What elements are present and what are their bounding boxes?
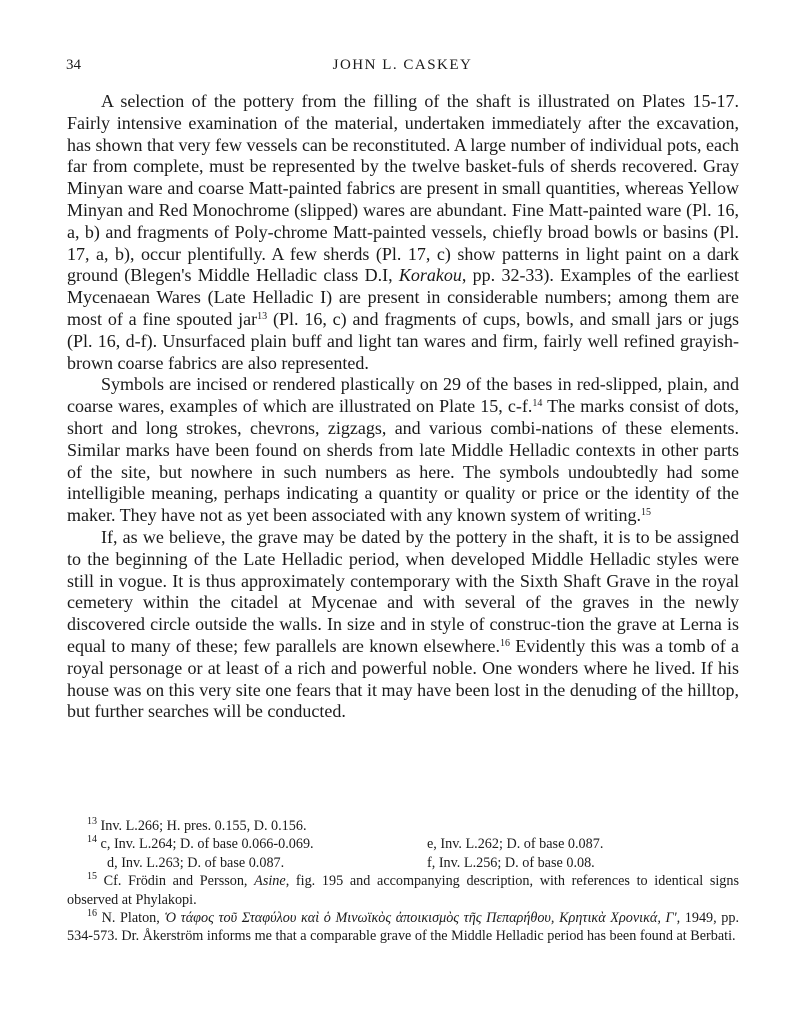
footnote-14-row-1	[67, 835, 739, 853]
footnote-ref-16: 16	[499, 637, 510, 649]
footnote-14-d: d, Inv. L.263; D. of base 0.087.	[107, 854, 285, 871]
paragraph-3: If, as we believe, the grave may be dated by the pottery in the shaft, it is to be assigned to the beginning of the Late Helladic period, when developed Middle Helladic styles were still in vogue. It is thus approximately contemporary with the Sixth Shaft Grave in the royal cemetery within the citadel at Mycenae and with several of the graves in the newly discovered circle outside the walls. In size and in style of construc-tion the grave at Lerna is equal to many of these; few parallels are known elsewhere.$^{16}$ Evidently this was a tomb of a royal personage or at least of a rich and powerful noble. One wonders where he lived. If his house was on this very site one fears that it may have been lost in the denuding of the hilltop, but further searches will be conducted.	[67, 526, 739, 722]
footnote-14-c: c, Inv. L.264; D. of base 0.066-0.069.	[97, 836, 314, 853]
running-head: JOHN L. CASKEY	[332, 57, 473, 73]
footnote-15: $^{15}$ Cf. Frödin and Persson, Asine, fig. 195 and accompanying description, with references to identical signs observed at Phylakopi.	[67, 871, 739, 908]
footnote-14-row-2	[67, 854, 739, 872]
footnote-ref-13: 13	[257, 310, 268, 322]
footnote-14-f: f, Inv. L.256; D. of base 0.08.	[427, 854, 595, 871]
page-number: 34	[66, 57, 81, 73]
footnote-14-number: 14	[87, 834, 97, 846]
italic-title-korakou: Korakou	[398, 265, 462, 286]
page-header	[66, 57, 739, 79]
paragraph-1: A selection of the pottery from the filling of the shaft is illustrated on Plates 15-17. Fairly intensive examination of the material, undertaken immediately after the excavation, has shown that very few vessels can be reconstituted. A large number of individual pots, each far from complete, must be represented by the twelve basket-fuls of sherds recovered. Gray Minyan ware and coarse Matt-painted fabrics are present in small quantities, whereas Yellow Minyan and Red Monochrome (slipped) wares are abundant. Fine Matt-painted ware (Pl. 16, a, b) and fragments of Poly-chrome Matt-painted vessels, chiefly broad bowls or basins (Pl. 17, a, b), occur plentifully. A few sherds (Pl. 17, c) show patterns in light paint on a dark ground (Blegen's Middle Helladic class D.I, Korakou, pp. 32-33). Examples of the earliest Mycenaean Wares (Late Helladic I) are present in considerable numbers; among them are most of a fine spouted jar$^{13}$ (Pl. 16, c) and fragments of cups, bowls, and small jars or jugs (Pl. 16, d-f). Unsurfaced plain buff and light tan wares and firm, fairly well refined grayish-brown coarse fabrics are also represented.	[67, 91, 739, 373]
italic-title-asine: Asine	[254, 873, 286, 890]
footnote-16: $^{16}$ N. Platon, Ὁ τάφος τοῦ Σταφύλου καὶ ὁ Μινωϊκὸς ἀποικισμὸς τῆς Πεπαρήθου, Κρητικὰ Χρονικά, Γʹ, 1949, pp. 534-573. Dr. Åkerström informs me that a comparable grave of the Middle Helladic period has been found at Berbati.	[67, 908, 740, 945]
footnotes	[67, 817, 739, 946]
greek-citation: Ὁ τάφος τοῦ Σταφύλου καὶ ὁ Μινωϊκὸς ἀποικισμὸς τῆς Πεπαρήθου, Κρητικὰ Χρονικά, Γʹ	[164, 910, 677, 927]
paragraph-2: Symbols are incised or rendered plastically on 29 of the bases in red-slipped, plain, and coarse wares, examples of which are illustrated on Plate 15, c-f.$^{14}$ The marks consist of dots, short and long strokes, chevrons, zigzags, and various combi-nations of these elements. Similar marks have been found on sherds from late Middle Helladic contexts in other parts of the site, but nowhere in such numbers as here. The symbols undoubtedly had some intelligible meaning, perhaps indicating a quantity or quality or price or the identity of the maker. They have not as yet been associated with any known system of writing.$^{15}$	[67, 374, 739, 526]
footnote-ref-15: 15	[641, 507, 652, 519]
body-text	[67, 91, 739, 723]
footnote-ref-14: 14	[532, 398, 543, 410]
footnote-14-e: e, Inv. L.262; D. of base 0.087.	[427, 836, 604, 853]
footnote-13: $^{13}$ Inv. L.266; H. pres. 0.155, D. 0.156.	[87, 816, 307, 834]
